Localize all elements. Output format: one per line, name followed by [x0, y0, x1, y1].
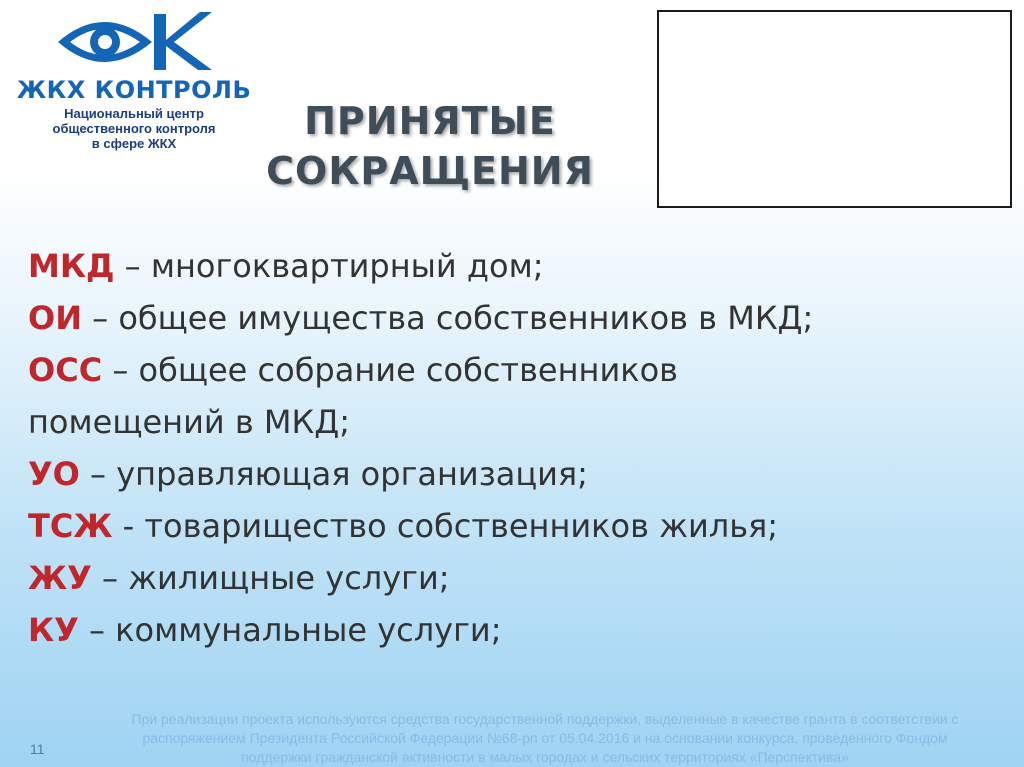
term-oi — [28, 292, 1018, 344]
logo-tagline-line: общественного контроля — [52, 121, 216, 136]
term-abbr: ОСС — [28, 351, 103, 389]
slide-title-line: СОКРАЩЕНИЯ — [266, 149, 594, 193]
term-tszh — [28, 500, 1018, 552]
term-abbr: ЖУ — [28, 559, 92, 597]
term-ku — [28, 604, 1018, 656]
term-definition: – общее имущества собственников в МКД; — [81, 299, 814, 337]
footnote-line: поддержки гражданской активности в малых городах и сельских территориях «Перспектива» — [241, 749, 849, 765]
logo-tagline-line: Национальный центр — [64, 106, 204, 121]
slide-title — [240, 96, 620, 196]
term-oss — [28, 344, 1018, 396]
term-uo — [28, 448, 1018, 500]
slide-title-line: ПРИНЯТЫЕ — [304, 99, 556, 143]
abbreviation-list — [28, 240, 1018, 656]
logo-tagline-line: в сфере ЖКХ — [91, 136, 177, 151]
term-definition: – жилищные услуги; — [91, 559, 450, 597]
term-definition: – общее собрание собственников — [102, 351, 679, 389]
term-abbr: ОИ — [28, 299, 82, 337]
image-placeholder-frame — [657, 10, 1012, 208]
term-zhu — [28, 552, 1018, 604]
term-definition: – многоквартирный дом; — [114, 247, 544, 285]
footnote-line: распоряжением Президента Российской Федерации №68-рп от 05.04.2016 и на основании конкурса, проведенного Фондом — [142, 730, 948, 746]
grant-footnote — [80, 710, 1010, 767]
term-definition: - товарищество собственников жилья; — [112, 507, 779, 545]
logo — [16, 10, 252, 150]
term-mkd — [28, 240, 1018, 292]
term-abbr: УО — [28, 455, 80, 493]
eye-k-logo-icon — [56, 10, 212, 72]
logo-tagline — [16, 106, 252, 151]
footnote-line: При реализации проекта используются средства государственной поддержки, выделенные в качестве гранта в соответствии с — [131, 711, 959, 727]
term-definition: помещений в МКД; — [28, 403, 350, 441]
term-definition: – коммунальные услуги; — [78, 611, 502, 649]
term-abbr: КУ — [28, 611, 79, 649]
term-oss-continued — [28, 396, 1018, 448]
logo-brand-text: ЖКХ КОНТРОЛЬ — [16, 76, 252, 104]
term-abbr: ТСЖ — [28, 507, 113, 545]
page-number: 11 — [30, 741, 45, 757]
term-abbr: МКД — [28, 247, 115, 285]
term-definition: – управляющая организация; — [79, 455, 588, 493]
